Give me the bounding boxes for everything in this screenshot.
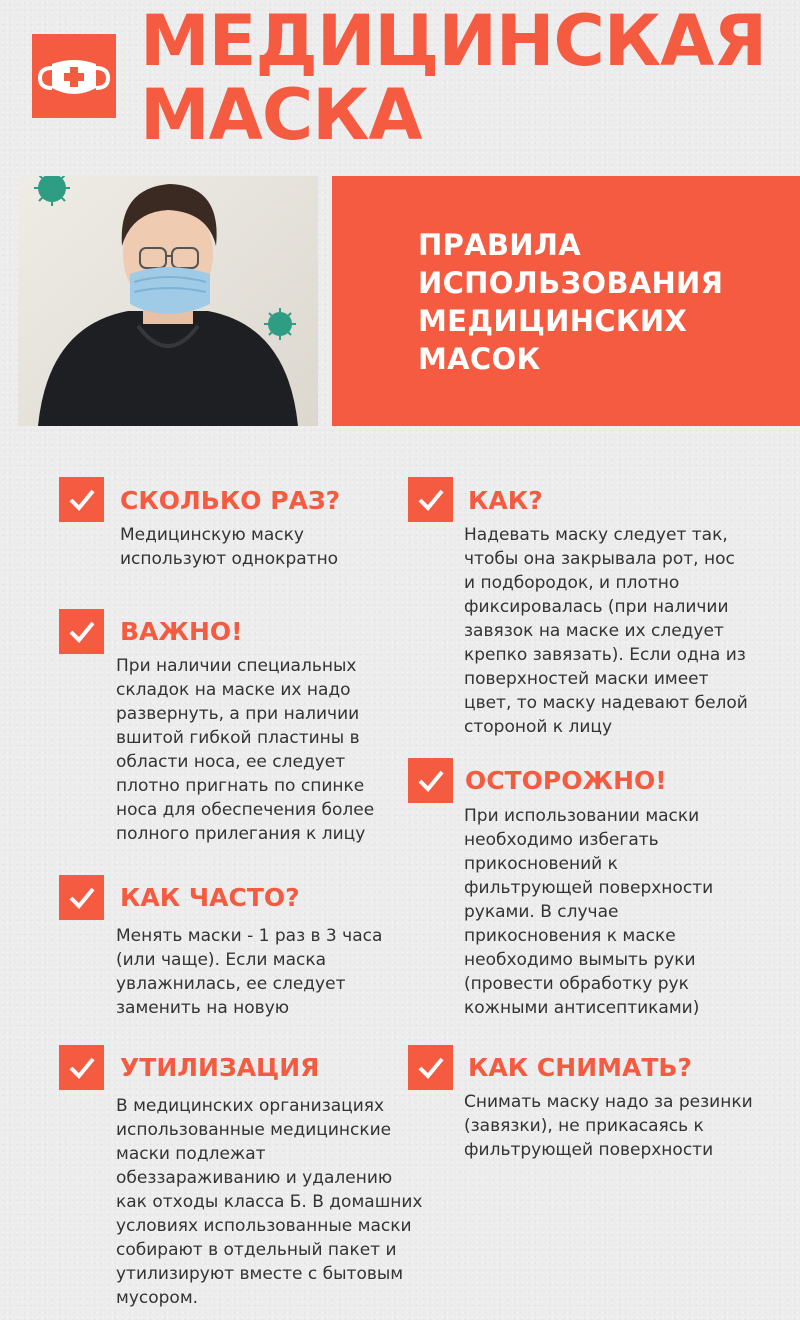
section-text-how: Надевать маску следует так, чтобы она закрывала рот, нос и подбородок, и плотно фиксировалась (при наличии завязок на маске их следует крепко завязать). Если одна из поверхностей маски имеет цвет, то маску надевают белой стороной к лицу (464, 525, 748, 737)
medical-mask-icon (32, 34, 116, 118)
banner-line: ИСПОЛЬЗОВАНИЯ (418, 266, 724, 300)
checkmark-icon (59, 1045, 104, 1090)
section-title-how-often: КАК ЧАСТО? (120, 883, 300, 912)
banner-line: МАСОК (418, 342, 541, 376)
rules-banner (332, 176, 800, 426)
section-text-how-many: Медицинскую маску используют однократно (120, 525, 339, 569)
checkmark-icon (59, 875, 104, 920)
section-text-how-remove: Снимать маску надо за резинки (завязки), не прикасаясь к фильтрующей поверхности (464, 1092, 753, 1160)
section-text-careful: При использовании маски необходимо избегать прикосновений к фильтрующей поверхности руками. В случае прикосновения к маске необходимо вымыть руки (провести обработку рук кожными антисептиками) (464, 806, 714, 1018)
title-line-2: МАСКА (140, 74, 422, 156)
checkmark-icon (59, 609, 104, 654)
checkmark-icon (408, 477, 453, 522)
banner-line: МЕДИЦИНСКИХ (418, 304, 688, 338)
checkmark-icon (408, 1045, 453, 1090)
section-title-how: КАК? (468, 486, 543, 515)
title-line-1: МЕДИЦИНСКАЯ (140, 0, 767, 82)
person-in-mask-photo (18, 176, 318, 426)
section-title-important: ВАЖНО! (120, 617, 243, 646)
section-title-disposal: УТИЛИЗАЦИЯ (120, 1053, 320, 1082)
section-title-how-remove: КАК СНИМАТЬ? (468, 1053, 692, 1082)
banner-line: ПРАВИЛА (418, 228, 581, 262)
banner-heading (418, 226, 723, 378)
section-text-disposal: В медицинских организациях использованные медицинские маски подлежат обеззараживанию и удалению как отходы класса Б. В домашних условиях использованные маски собирают в отдельный пакет и утилизируют вместе с бытовым мусором. (116, 1096, 423, 1308)
section-text-important: При наличии специальных складок на маске их надо развернуть, а при наличии вшитой гибкой пластины в области носа, ее следует плотно пригнать по спинке носа для обеспечения более полного прилегания к лицу (116, 656, 375, 844)
page-title (140, 0, 767, 156)
section-text-how-often: Менять маски - 1 раз в 3 часа (или чаще). Если маска увлажнилась, ее следует заменить на новую (116, 926, 383, 1018)
checkmark-icon (408, 758, 453, 803)
checkmark-icon (59, 477, 104, 522)
medical-mask-logo (32, 34, 116, 118)
section-title-careful: ОСТОРОЖНО! (465, 766, 667, 795)
section-title-how-many: СКОЛЬКО РАЗ? (120, 486, 341, 515)
